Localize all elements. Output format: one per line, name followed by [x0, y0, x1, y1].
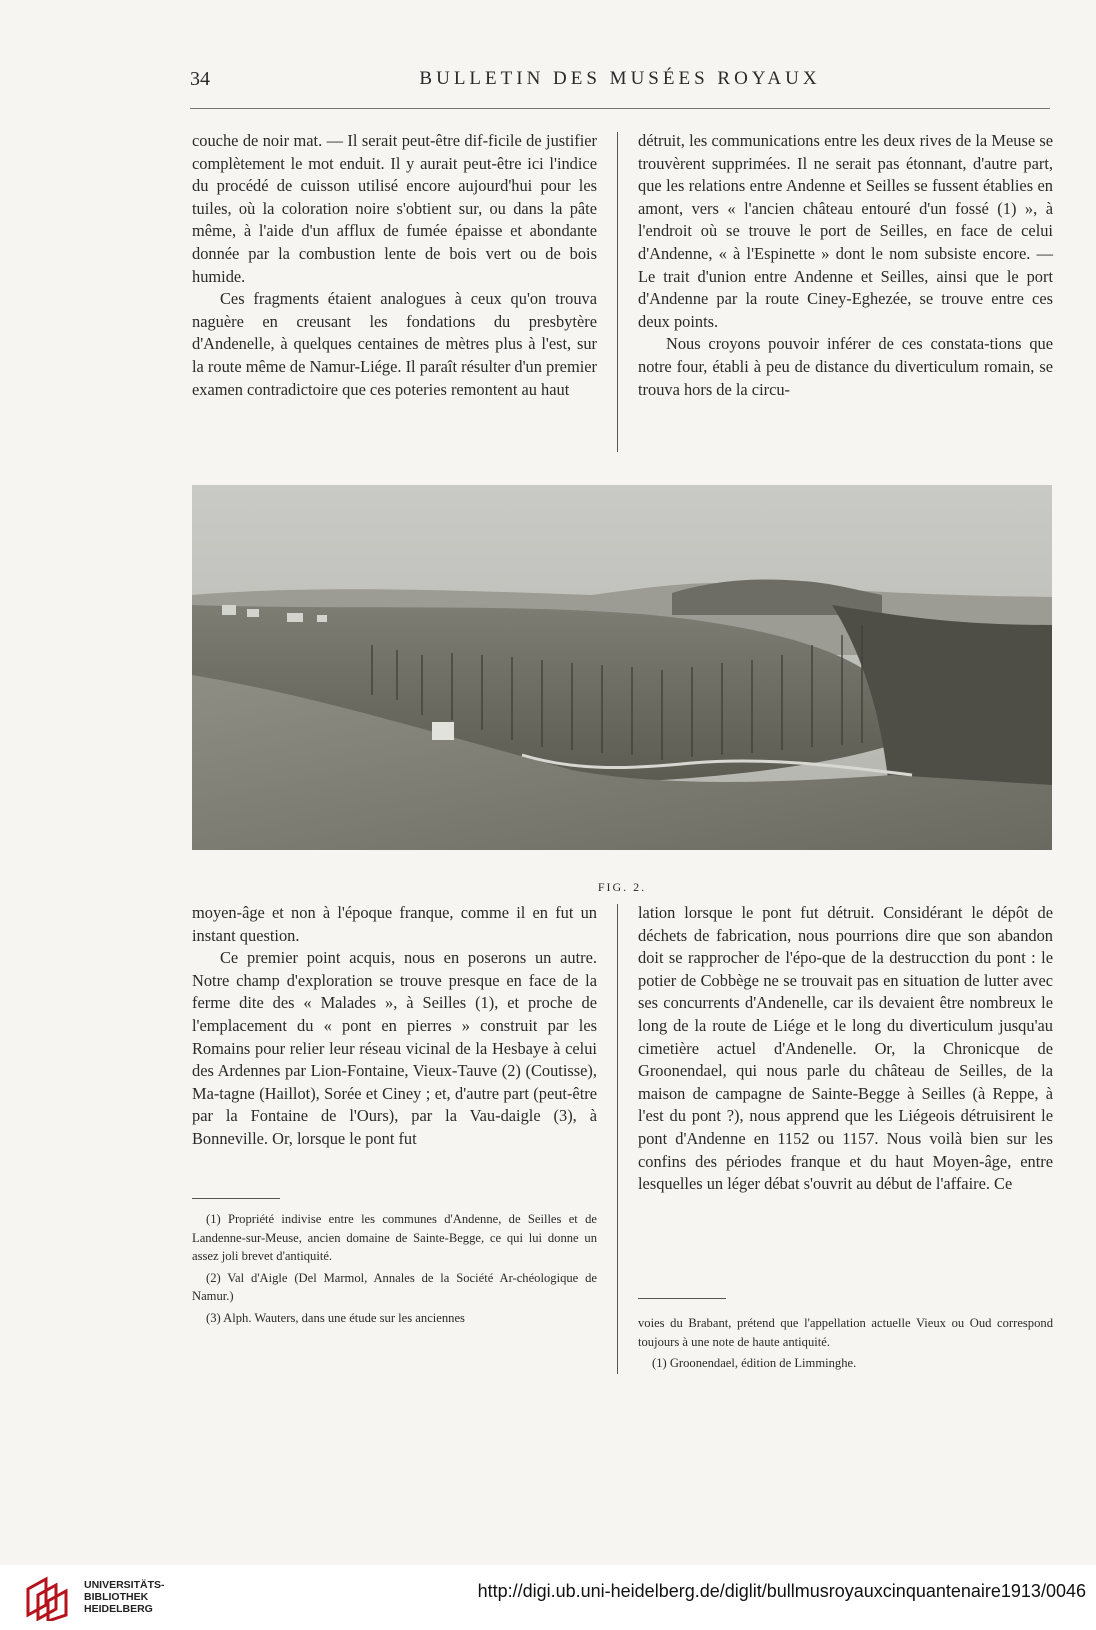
lower-right-column	[638, 902, 1053, 1196]
header-rule	[190, 108, 1050, 109]
column-divider	[617, 132, 618, 452]
paragraph: Nous croyons pouvoir inférer de ces constata-tions que notre four, établi à peu de distance du diverticulum romain, se trouva hors de la circu-	[638, 334, 1053, 399]
library-emblem-icon	[24, 1575, 74, 1621]
figure-caption: FIG. 2.	[597, 880, 647, 894]
footnote: (1) Groonendael, édition de Limminghe.	[652, 1356, 857, 1370]
university-library-logo[interactable]	[24, 1575, 184, 1623]
running-title: BULLETIN DES MUSÉES ROYAUX	[419, 68, 821, 89]
footnotes-left	[192, 1210, 597, 1330]
footnote: voies du Brabant, prétend que l'appellation actuelle Vieux ou Oud correspond toujours à une note de haute antiquité.	[638, 1316, 1053, 1349]
logo-line: HEIDELBERG	[84, 1603, 153, 1615]
paragraph: Ces fragments étaient analogues à ceux qu'on trouva naguère en creusant les fondations du presbytère d'Andenelle, à quelques centaines de mètres plus à l'est, sur la route même de Namur-Liége. Il paraît résulter d'un premier examen contradictoire que ces poteries remontent au haut	[192, 289, 597, 399]
footnote: (3) Alph. Wauters, dans une étude sur les anciennes	[206, 1310, 465, 1325]
logo-line: UNIVERSITÄTS-	[84, 1579, 165, 1591]
logo-text	[84, 1579, 165, 1615]
upper-left-column	[192, 130, 597, 401]
footer-bar	[0, 1565, 1096, 1630]
landscape-photograph	[192, 485, 1052, 850]
footnotes-right	[638, 1314, 1053, 1376]
page-header	[190, 68, 1050, 98]
paragraph: détruit, les communications entre les deux rives de la Meuse se trouvèrent supprimées. Il ne serait pas étonnant, d'autre part, que les relations entre Andenne et Seilles se fussent établies en amont, vers « l'ancien château entouré d'un fossé (1) », à l'endroit où se trouve le port de Seilles, en face de celui d'Andenne, « à l'Espinette » dont le nom subsiste encore. — Le trait d'union entre Andenne et Seilles, ainsi que le port d'Andenne par la route Ciney-Eghezée, se trouve entre ces deux points.	[638, 131, 1053, 331]
paragraph: lation lorsque le pont fut détruit. Considérant le dépôt de déchets de fabrication, nous pourrions dire que son abandon doit se rapprocher de l'épo-que de la destrucction du pont : le potier de Cobbège ne se trouvait pas en situation de lutter avec ses concurrents d'Andenelle, car ils devaient être nombreux le long de la route de Liége et le long du diverticulum jusqu'au cimetière actuel d'Andenelle. Or, la Chronicque de Groonendael, qui nous parle du château de Seilles, de la maison de campagne de Sainte-Begge à Seilles (à Reppe, à l'est du pont ?), nous apprend que les Liégeois détruisirent le pont d'Andenne en 1152 ou 1157. Nous voilà bien sur les confins des périodes franque et du haut Moyen-âge, entre lesquelles un léger débat s'ouvrit au début de l'affaire. Ce	[638, 903, 1053, 1194]
document-url-link[interactable]: http://digi.ub.uni-heidelberg.de/diglit/bullmusroyauxcinquantenaire1913/0046	[477, 1581, 1086, 1601]
logo-line: BIBLIOTHEK	[84, 1591, 149, 1603]
page-number: 34	[190, 68, 210, 90]
footnote-rule	[638, 1298, 726, 1299]
photo-illustration	[192, 485, 1052, 850]
footnote: (2) Val d'Aigle (Del Marmol, Annales de la Société Ar-chéologique de Namur.)	[192, 1270, 597, 1303]
upper-right-column	[638, 130, 1053, 401]
column-divider	[617, 904, 618, 1374]
paragraph: moyen-âge et non à l'époque franque, comme il en fut un instant question.	[192, 903, 597, 945]
lower-left-column	[192, 902, 597, 1151]
paragraph: couche de noir mat. — Il serait peut-être dif-ficile de justifier complètement le mot enduit. Il y aurait peut-être ici l'indice du procédé de cuisson utilisé encore aujourd'hui pour les tuiles, où la coloration noire s'obtient sur, ou dans la pâte même, à l'aide d'un afflux de fumée épaisse et abondante donnée par la combustion lente de bois vert ou de bois humide.	[192, 131, 597, 286]
footnote-rule	[192, 1198, 280, 1199]
paragraph: Ce premier point acquis, nous en poserons un autre. Notre champ d'exploration se trouve presque en face de la ferme dite des « Malades », à Seilles (1), et proche de l'emplacement du « pont en pierres » construit par les Romains pour relier leur réseau vicinal de la Hesbaye à celui des Ardennes par Lion-Fontaine, Vieux-Tauve (2) (Coutisse), Ma-tagne (Haillot), Sorée et Ciney ; et, d'autre part (peut-être par la Fontaine de l'Ours), par la Vau-daigle (3), à Bonneville. Or, lorsque le pont fut	[192, 948, 597, 1148]
footnote: (1) Propriété indivise entre les communes d'Andenne, de Seilles et de Landenne-sur-Meuse, ancien domaine de Sainte-Begge, ce qui lui donne un assez joli brevet d'antiquité.	[192, 1212, 597, 1263]
